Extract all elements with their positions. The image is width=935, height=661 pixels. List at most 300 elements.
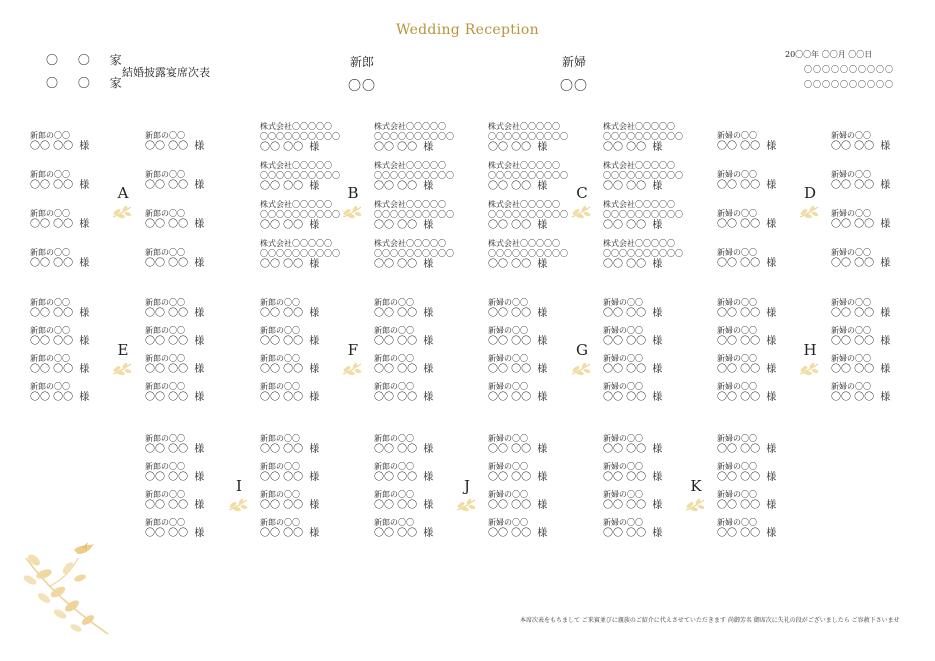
honorific: 様 xyxy=(537,259,548,270)
guest-affiliation: 新郎の〇〇 xyxy=(374,382,414,391)
guest-seat xyxy=(374,518,479,540)
guest-name: 〇〇 〇〇 様 xyxy=(260,308,320,319)
honorific: 様 xyxy=(537,472,548,483)
table-label-a: A xyxy=(117,184,129,202)
honorific: 様 xyxy=(766,308,777,319)
guest-name: 〇〇 〇〇 様 xyxy=(488,181,548,192)
guest-affiliation: 新郎の〇〇 xyxy=(30,326,70,335)
guest-seat xyxy=(603,462,708,484)
guest-seat xyxy=(145,131,250,153)
honorific: 様 xyxy=(194,308,205,319)
guest-name: 〇〇 〇〇 様 xyxy=(374,500,434,511)
guest-seat xyxy=(145,462,250,484)
guest-name: 〇〇 〇〇 様 xyxy=(374,181,434,192)
guest-affiliation: 株式会社〇〇〇〇〇 xyxy=(260,239,332,248)
guest-affiliation: 新婦の〇〇 xyxy=(717,434,757,443)
guest-name: 〇〇 〇〇 様 xyxy=(145,219,205,230)
guest-name: 〇〇 〇〇 様 xyxy=(717,472,777,483)
honorific: 様 xyxy=(309,472,320,483)
honorific: 様 xyxy=(309,142,320,153)
honorific: 様 xyxy=(537,364,548,375)
guest-affiliation: 新郎の〇〇 xyxy=(260,326,300,335)
guest-affiliation: 新婦の〇〇 xyxy=(488,434,528,443)
guest-name: 〇〇 〇〇 様 xyxy=(374,220,434,231)
guest-name: 〇〇 〇〇 様 xyxy=(603,528,663,539)
guest-seat xyxy=(145,298,250,320)
guest-name: 〇〇 〇〇 様 xyxy=(30,336,90,347)
honorific: 様 xyxy=(766,392,777,403)
table-label-e: E xyxy=(117,341,129,359)
guest-affiliation: 新婦の〇〇 xyxy=(831,170,871,179)
honorific: 様 xyxy=(880,336,891,347)
guest-name: 〇〇 〇〇 様 xyxy=(145,472,205,483)
guest-seat xyxy=(374,122,479,154)
guest-affiliation: 新婦の〇〇 xyxy=(717,490,757,499)
guest-affiliation: 株式会社〇〇〇〇〇 xyxy=(603,161,675,170)
guest-seat xyxy=(831,382,935,404)
honorific: 様 xyxy=(79,219,90,230)
honorific: 様 xyxy=(880,308,891,319)
guest-seat xyxy=(831,248,935,270)
guest-name: 〇〇 〇〇 様 xyxy=(30,258,90,269)
honorific: 様 xyxy=(652,472,663,483)
guest-seat xyxy=(717,170,822,192)
honorific: 様 xyxy=(194,219,205,230)
honorific: 様 xyxy=(194,528,205,539)
guest-affiliation: 新郎の〇〇 xyxy=(145,434,185,443)
honorific: 様 xyxy=(652,259,663,270)
guest-affiliation: 株式会社〇〇〇〇〇 xyxy=(260,161,332,170)
guest-name: 〇〇 〇〇 様 xyxy=(488,444,548,455)
guest-name: 〇〇 〇〇 様 xyxy=(145,258,205,269)
guest-name: 〇〇 〇〇 様 xyxy=(717,444,777,455)
guest-name: 〇〇 〇〇 様 xyxy=(374,472,434,483)
honorific: 様 xyxy=(766,500,777,511)
honorific: 様 xyxy=(537,500,548,511)
honorific: 様 xyxy=(537,336,548,347)
guest-name: 〇〇 〇〇 様 xyxy=(260,444,320,455)
guest-seat xyxy=(260,326,365,348)
guest-name: 〇〇 〇〇 様 xyxy=(145,180,205,191)
guest-seat xyxy=(603,382,708,404)
guest-seat xyxy=(717,434,822,456)
guest-name: 〇〇 〇〇 様 xyxy=(831,258,891,269)
guest-affiliation: 新婦の〇〇 xyxy=(603,298,643,307)
guest-seat xyxy=(717,298,822,320)
guest-affiliation: 新婦の〇〇 xyxy=(603,354,643,363)
footer-note: 本席次表をもちまして ご来賓並びに親族のご紹介に代えさせていただきます 尚御芳名 御席次に失礼の段がございましたら ご容赦下さいませ xyxy=(520,617,900,624)
guest-affiliation: 〇〇〇〇〇〇〇〇〇〇 xyxy=(603,210,683,219)
guest-affiliation: 新郎の〇〇 xyxy=(260,354,300,363)
guest-seat xyxy=(488,382,593,404)
guest-seat xyxy=(717,248,822,270)
guest-seat xyxy=(374,382,479,404)
honorific: 様 xyxy=(79,392,90,403)
guest-affiliation: 新郎の〇〇 xyxy=(374,354,414,363)
guest-name: 〇〇 〇〇 様 xyxy=(831,141,891,152)
guest-seat xyxy=(260,200,365,232)
guest-name: 〇〇 〇〇 様 xyxy=(603,392,663,403)
guest-seat xyxy=(260,122,365,154)
guest-affiliation: 新婦の〇〇 xyxy=(603,326,643,335)
guest-affiliation: 新婦の〇〇 xyxy=(717,382,757,391)
guest-name: 〇〇 〇〇 様 xyxy=(831,364,891,375)
honorific: 様 xyxy=(194,180,205,191)
honorific: 様 xyxy=(766,219,777,230)
honorific: 様 xyxy=(880,180,891,191)
guest-name: 〇〇 〇〇 様 xyxy=(717,258,777,269)
guest-affiliation: 新婦の〇〇 xyxy=(717,462,757,471)
guest-affiliation: 新郎の〇〇 xyxy=(374,462,414,471)
guest-name: 〇〇 〇〇 様 xyxy=(30,308,90,319)
guest-name: 〇〇 〇〇 様 xyxy=(145,444,205,455)
honorific: 様 xyxy=(766,258,777,269)
guest-seat xyxy=(260,382,365,404)
honorific: 様 xyxy=(309,392,320,403)
bride-label: 新婦 xyxy=(562,55,587,69)
guest-seat xyxy=(717,131,822,153)
guest-seat xyxy=(145,209,250,231)
guest-affiliation: 〇〇〇〇〇〇〇〇〇〇 xyxy=(603,132,683,141)
guest-affiliation: 新郎の〇〇 xyxy=(145,298,185,307)
honorific: 様 xyxy=(652,364,663,375)
honorific: 様 xyxy=(194,258,205,269)
guest-affiliation: 〇〇〇〇〇〇〇〇〇〇 xyxy=(488,210,568,219)
honorific: 様 xyxy=(766,336,777,347)
seating-chart-subtitle: 結婚披露宴席次表 xyxy=(122,66,210,79)
guest-seat xyxy=(488,326,593,348)
guest-affiliation: 〇〇〇〇〇〇〇〇〇〇 xyxy=(488,132,568,141)
honorific: 様 xyxy=(309,220,320,231)
guest-name: 〇〇 〇〇 様 xyxy=(603,444,663,455)
honorific: 様 xyxy=(537,308,548,319)
table-label-d: D xyxy=(803,184,817,202)
guest-affiliation: 新郎の〇〇 xyxy=(145,326,185,335)
guest-affiliation: 株式会社〇〇〇〇〇 xyxy=(374,239,446,248)
honorific: 様 xyxy=(880,141,891,152)
guest-seat xyxy=(717,462,822,484)
guest-name: 〇〇 〇〇 様 xyxy=(717,528,777,539)
guest-seat xyxy=(488,462,593,484)
honorific: 様 xyxy=(423,444,434,455)
guest-affiliation: 〇〇〇〇〇〇〇〇〇〇 xyxy=(374,249,454,258)
honorific: 様 xyxy=(423,472,434,483)
honorific: 様 xyxy=(652,500,663,511)
guest-affiliation: 新婦の〇〇 xyxy=(717,170,757,179)
honorific: 様 xyxy=(194,500,205,511)
honorific: 様 xyxy=(652,220,663,231)
guest-name: 〇〇 〇〇 様 xyxy=(260,472,320,483)
guest-seat xyxy=(260,239,365,271)
guest-name: 〇〇 〇〇 様 xyxy=(717,219,777,230)
guest-seat xyxy=(717,209,822,231)
guest-seat xyxy=(30,382,135,404)
honorific: 様 xyxy=(537,181,548,192)
honorific: 様 xyxy=(194,364,205,375)
honorific: 様 xyxy=(423,392,434,403)
guest-affiliation: 新婦の〇〇 xyxy=(717,518,757,527)
honorific: 様 xyxy=(652,336,663,347)
guest-seat xyxy=(831,170,935,192)
wedding-date: 20〇〇年 〇〇月 〇〇日 xyxy=(785,50,873,59)
guest-seat xyxy=(30,209,135,231)
honorific: 様 xyxy=(194,141,205,152)
guest-seat xyxy=(145,170,250,192)
guest-affiliation: 〇〇〇〇〇〇〇〇〇〇 xyxy=(260,132,340,141)
guest-name: 〇〇 〇〇 様 xyxy=(488,220,548,231)
venue-line-2: 〇〇〇〇〇〇〇〇〇〇 xyxy=(804,80,894,89)
guest-seat xyxy=(488,239,593,271)
guest-affiliation: 新婦の〇〇 xyxy=(831,131,871,140)
guest-name: 〇〇 〇〇 様 xyxy=(603,472,663,483)
table-label-c: C xyxy=(576,184,588,202)
honorific: 様 xyxy=(652,142,663,153)
guest-name: 〇〇 〇〇 様 xyxy=(488,336,548,347)
guest-affiliation: 新郎の〇〇 xyxy=(374,298,414,307)
groom-label: 新郎 xyxy=(350,55,375,69)
guest-seat xyxy=(145,490,250,512)
guest-affiliation: 〇〇〇〇〇〇〇〇〇〇 xyxy=(374,132,454,141)
guest-seat xyxy=(260,434,365,456)
honorific: 様 xyxy=(880,219,891,230)
guest-affiliation: 〇〇〇〇〇〇〇〇〇〇 xyxy=(603,171,683,180)
guest-affiliation: 新郎の〇〇 xyxy=(30,209,70,218)
guest-seat xyxy=(717,354,822,376)
honorific: 様 xyxy=(537,220,548,231)
guest-name: 〇〇 〇〇 様 xyxy=(260,500,320,511)
guest-affiliation: 新郎の〇〇 xyxy=(145,131,185,140)
guest-seat xyxy=(260,490,365,512)
guest-seat xyxy=(145,248,250,270)
guest-affiliation: 新婦の〇〇 xyxy=(488,382,528,391)
honorific: 様 xyxy=(766,180,777,191)
guest-affiliation: 新郎の〇〇 xyxy=(145,170,185,179)
guest-affiliation: 新婦の〇〇 xyxy=(603,490,643,499)
guest-name: 〇〇 〇〇 様 xyxy=(603,308,663,319)
guest-seat xyxy=(831,326,935,348)
honorific: 様 xyxy=(194,472,205,483)
guest-affiliation: 新郎の〇〇 xyxy=(30,248,70,257)
guest-name: 〇〇 〇〇 様 xyxy=(831,180,891,191)
guest-name: 〇〇 〇〇 様 xyxy=(488,308,548,319)
guest-affiliation: 新婦の〇〇 xyxy=(831,382,871,391)
guest-seat xyxy=(145,354,250,376)
guest-affiliation: 新郎の〇〇 xyxy=(260,434,300,443)
guest-name: 〇〇 〇〇 様 xyxy=(603,142,663,153)
guest-name: 〇〇 〇〇 様 xyxy=(260,364,320,375)
guest-seat xyxy=(603,200,708,232)
guest-name: 〇〇 〇〇 様 xyxy=(831,336,891,347)
guest-seat xyxy=(717,518,822,540)
guest-name: 〇〇 〇〇 様 xyxy=(374,444,434,455)
guest-name: 〇〇 〇〇 様 xyxy=(488,259,548,270)
guest-seat xyxy=(30,298,135,320)
guest-affiliation: 新婦の〇〇 xyxy=(603,462,643,471)
guest-seat xyxy=(374,354,479,376)
honorific: 様 xyxy=(423,220,434,231)
honorific: 様 xyxy=(194,336,205,347)
guest-affiliation: 新婦の〇〇 xyxy=(831,326,871,335)
guest-seat xyxy=(488,518,593,540)
guest-seat xyxy=(374,462,479,484)
honorific: 様 xyxy=(537,444,548,455)
guest-seat xyxy=(717,490,822,512)
guest-seat xyxy=(488,161,593,193)
honorific: 様 xyxy=(79,308,90,319)
guest-seat xyxy=(374,298,479,320)
guest-seat xyxy=(30,131,135,153)
table-label-f: F xyxy=(347,341,359,359)
guest-affiliation: 新郎の〇〇 xyxy=(145,462,185,471)
guest-seat xyxy=(374,434,479,456)
honorific: 様 xyxy=(423,364,434,375)
guest-affiliation: 新婦の〇〇 xyxy=(717,131,757,140)
honorific: 様 xyxy=(309,528,320,539)
guest-affiliation: 株式会社〇〇〇〇〇 xyxy=(374,161,446,170)
guest-name: 〇〇 〇〇 様 xyxy=(145,364,205,375)
guest-affiliation: 新郎の〇〇 xyxy=(260,298,300,307)
honorific: 様 xyxy=(880,364,891,375)
guest-affiliation: 株式会社〇〇〇〇〇 xyxy=(488,200,560,209)
guest-affiliation: 株式会社〇〇〇〇〇 xyxy=(260,200,332,209)
guest-seat xyxy=(30,170,135,192)
guest-affiliation: 新郎の〇〇 xyxy=(374,326,414,335)
guest-affiliation: 新婦の〇〇 xyxy=(831,354,871,363)
honorific: 様 xyxy=(309,336,320,347)
guest-affiliation: 新婦の〇〇 xyxy=(488,298,528,307)
guest-affiliation: 新郎の〇〇 xyxy=(145,354,185,363)
guest-name: 〇〇 〇〇 様 xyxy=(717,500,777,511)
guest-name: 〇〇 〇〇 様 xyxy=(603,500,663,511)
guest-affiliation: 株式会社〇〇〇〇〇 xyxy=(374,200,446,209)
guest-name: 〇〇 〇〇 様 xyxy=(374,308,434,319)
guest-affiliation: 株式会社〇〇〇〇〇 xyxy=(603,200,675,209)
guest-seat xyxy=(488,490,593,512)
guest-seat xyxy=(603,122,708,154)
guest-name: 〇〇 〇〇 様 xyxy=(145,336,205,347)
guest-affiliation: 新婦の〇〇 xyxy=(603,518,643,527)
guest-name: 〇〇 〇〇 様 xyxy=(30,392,90,403)
guest-name: 〇〇 〇〇 様 xyxy=(488,500,548,511)
family-name-groom: 〇 〇 家 xyxy=(46,53,130,67)
honorific: 様 xyxy=(309,308,320,319)
guest-name: 〇〇 〇〇 様 xyxy=(374,528,434,539)
guest-seat xyxy=(488,298,593,320)
table-label-i: I xyxy=(236,477,242,495)
guest-affiliation: 新郎の〇〇 xyxy=(30,170,70,179)
guest-affiliation: 〇〇〇〇〇〇〇〇〇〇 xyxy=(488,249,568,258)
guest-affiliation: 新郎の〇〇 xyxy=(30,382,70,391)
guest-affiliation: 新婦の〇〇 xyxy=(717,354,757,363)
guest-name: 〇〇 〇〇 様 xyxy=(260,528,320,539)
honorific: 様 xyxy=(309,444,320,455)
guest-seat xyxy=(603,490,708,512)
guest-seat xyxy=(603,518,708,540)
guest-name: 〇〇 〇〇 様 xyxy=(488,364,548,375)
family-name-bride: 〇 〇 家 xyxy=(46,76,130,90)
guest-affiliation: 新婦の〇〇 xyxy=(717,298,757,307)
guest-affiliation: 新郎の〇〇 xyxy=(374,518,414,527)
guest-name: 〇〇 〇〇 様 xyxy=(260,220,320,231)
guest-seat xyxy=(30,354,135,376)
honorific: 様 xyxy=(423,336,434,347)
table-label-g: G xyxy=(576,341,588,359)
guest-name: 〇〇 〇〇 様 xyxy=(717,364,777,375)
guest-seat xyxy=(260,462,365,484)
guest-seat xyxy=(260,298,365,320)
guest-name: 〇〇 〇〇 様 xyxy=(831,392,891,403)
guest-name: 〇〇 〇〇 様 xyxy=(603,181,663,192)
honorific: 様 xyxy=(766,141,777,152)
guest-seat xyxy=(831,131,935,153)
guest-affiliation: 新郎の〇〇 xyxy=(260,490,300,499)
guest-seat xyxy=(603,326,708,348)
guest-seat xyxy=(831,298,935,320)
guest-affiliation: 新郎の〇〇 xyxy=(374,490,414,499)
guest-affiliation: 新郎の〇〇 xyxy=(260,518,300,527)
guest-affiliation: 新郎の〇〇 xyxy=(30,354,70,363)
guest-seat xyxy=(374,490,479,512)
guest-name: 〇〇 〇〇 様 xyxy=(30,180,90,191)
honorific: 様 xyxy=(766,444,777,455)
guest-affiliation: 新婦の〇〇 xyxy=(831,209,871,218)
guest-seat xyxy=(831,354,935,376)
guest-affiliation: 〇〇〇〇〇〇〇〇〇〇 xyxy=(603,249,683,258)
guest-affiliation: 新婦の〇〇 xyxy=(488,462,528,471)
guest-name: 〇〇 〇〇 様 xyxy=(30,364,90,375)
guest-seat xyxy=(260,161,365,193)
guest-name: 〇〇 〇〇 様 xyxy=(374,392,434,403)
guest-affiliation: 株式会社〇〇〇〇〇 xyxy=(488,239,560,248)
guest-seat xyxy=(30,326,135,348)
honorific: 様 xyxy=(309,181,320,192)
guest-seat xyxy=(488,200,593,232)
honorific: 様 xyxy=(423,259,434,270)
guest-affiliation: 新婦の〇〇 xyxy=(717,209,757,218)
guest-affiliation: 株式会社〇〇〇〇〇 xyxy=(374,122,446,131)
guest-affiliation: 新郎の〇〇 xyxy=(30,298,70,307)
honorific: 様 xyxy=(880,392,891,403)
page-title: Wedding Reception xyxy=(396,22,539,38)
guest-name: 〇〇 〇〇 様 xyxy=(374,142,434,153)
guest-affiliation: 新郎の〇〇 xyxy=(145,382,185,391)
guest-name: 〇〇 〇〇 様 xyxy=(145,392,205,403)
guest-affiliation: 新婦の〇〇 xyxy=(488,326,528,335)
guest-name: 〇〇 〇〇 様 xyxy=(488,142,548,153)
guest-seat xyxy=(717,382,822,404)
guest-affiliation: 株式会社〇〇〇〇〇 xyxy=(488,122,560,131)
guest-affiliation: 株式会社〇〇〇〇〇 xyxy=(603,239,675,248)
honorific: 様 xyxy=(652,308,663,319)
table-label-h: H xyxy=(803,341,817,359)
guest-name: 〇〇 〇〇 様 xyxy=(145,528,205,539)
honorific: 様 xyxy=(309,364,320,375)
honorific: 様 xyxy=(194,392,205,403)
guest-affiliation: 株式会社〇〇〇〇〇 xyxy=(260,122,332,131)
guest-name: 〇〇 〇〇 様 xyxy=(30,141,90,152)
guest-name: 〇〇 〇〇 様 xyxy=(260,142,320,153)
guest-affiliation: 新婦の〇〇 xyxy=(488,354,528,363)
guest-affiliation: 新婦の〇〇 xyxy=(717,326,757,335)
guest-seat xyxy=(603,298,708,320)
guest-name: 〇〇 〇〇 様 xyxy=(30,219,90,230)
guest-affiliation: 新婦の〇〇 xyxy=(717,248,757,257)
guest-affiliation: 新郎の〇〇 xyxy=(145,248,185,257)
guest-affiliation: 〇〇〇〇〇〇〇〇〇〇 xyxy=(488,171,568,180)
honorific: 様 xyxy=(79,336,90,347)
guest-name: 〇〇 〇〇 様 xyxy=(717,336,777,347)
guest-seat xyxy=(603,354,708,376)
